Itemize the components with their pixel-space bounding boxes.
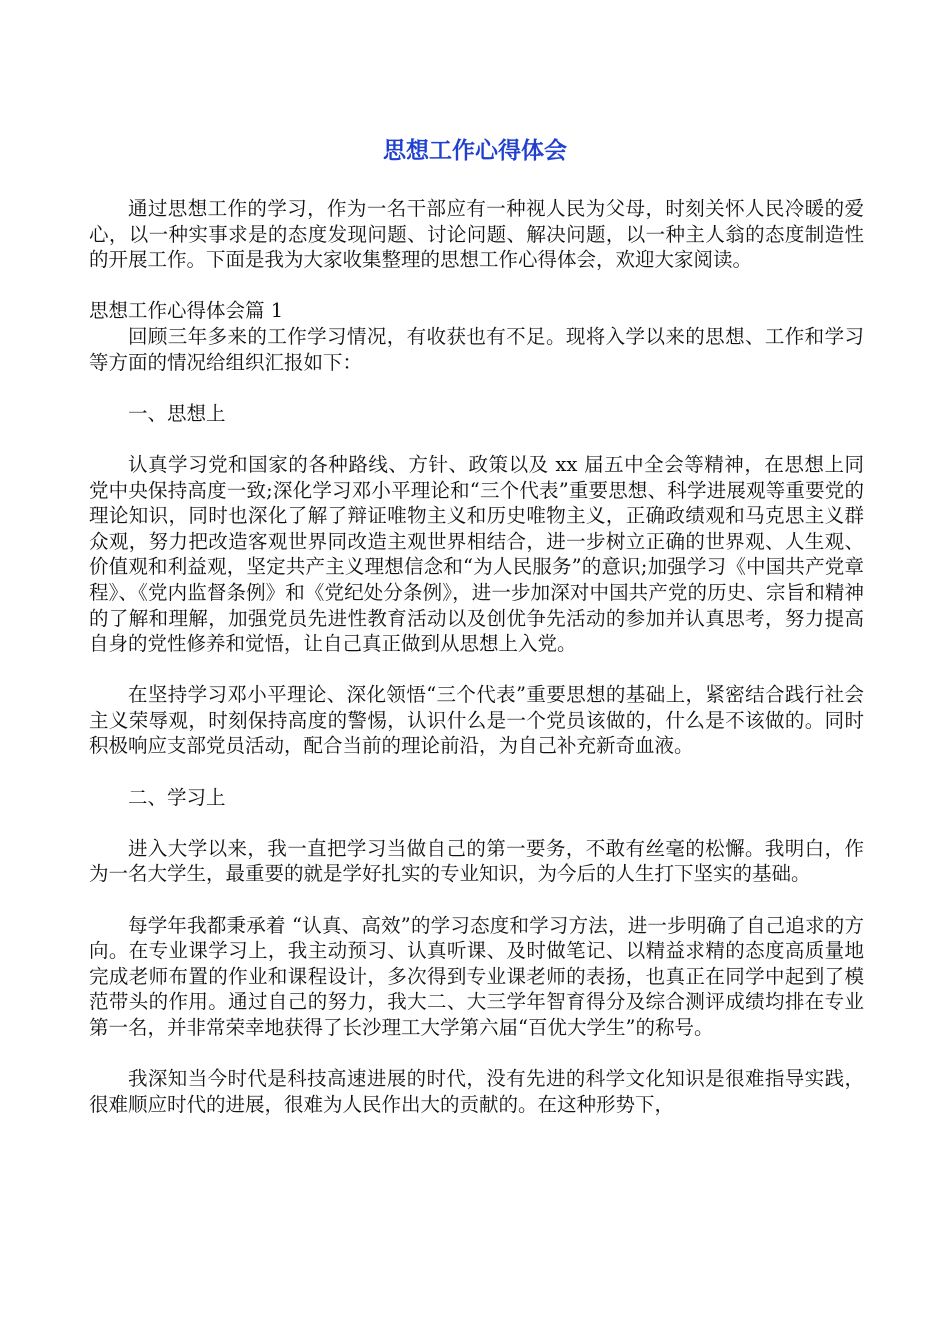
spacer (89, 657, 864, 683)
paragraph-thought-1: 认真学习党和国家的各种路线、方针、政策以及 xx 届五中全会等精神，在思想上同党中央保持高度一致;深化学习邓小平理论和“三个代表”重要思想、科学进展观等重要党的理论知识，同时也深化了解了辩证唯物主义和历史唯物主义，正确政绩观和马克思主义群众观，努力把改造客观世界同改造主观世界相结合，进一步树立正确的世界观、人生观、价值观和利益观，坚定共产主义理想信念和“为人民服务”的意识;加强学习《中国共产党章程》、《党内监督条例》和《党纪处分条例》，进一步加深对中国共产党的历史、宗旨和精神的了解和理解，加强党员先进性教育活动以及创优争先活动的参加并认真思考，努力提高自身的党性修养和觉悟，让自己真正做到从思想上入党。 (89, 452, 864, 656)
subheading-study: 二、学习上 (128, 785, 226, 809)
spacer (89, 810, 864, 836)
paragraph-thought-2: 在坚持学习邓小平理论、深化领悟“三个代表”重要思想的基础上，紧密结合践行社会主义荣辱观，时刻保持高度的警惕，认识什么是一个党员该做的，什么是不该做的。同时积极响应支部党员活动，配合当前的理论前沿，为自己补充新奇血液。 (89, 683, 864, 758)
paragraph-study-1: 进入大学以来，我一直把学习当做自己的第一要务，不敢有丝毫的松懈。我明白，作为一名大学生，最重要的就是学好扎实的专业知识，为今后的人生打下坚实的基础。 (89, 836, 864, 886)
subheading-thought: 一、思想上 (128, 401, 226, 425)
paragraph-review: 回顾三年多来的工作学习情况，有收获也有不足。现将入学以来的思想、工作和学习等方面的情况给组织汇报如下： (89, 324, 864, 374)
spacer (89, 273, 864, 299)
spacer (89, 375, 864, 401)
section-heading: 思想工作心得体会篇 1 (89, 299, 284, 323)
spacer (89, 1041, 864, 1067)
spacer (89, 759, 864, 785)
document-title: 思想工作心得体会 (383, 138, 567, 164)
document-body (89, 196, 864, 1117)
spacer (89, 887, 864, 913)
paragraph-study-2: 每学年我都秉承着 “认真、高效”的学习态度和学习方法，进一步明确了自己追求的方向。在专业课学习上，我主动预习、认真听课、及时做笔记、以精益求精的态度高质量地完成老师布置的作业和课程设计，多次得到专业课老师的表扬，也真正在同学中起到了模范带头的作用。通过自己的努力，我大二、大三学年智育得分及综合测评成绩均排在专业第一名，并非常荣幸地获得了长沙理工大学第六届“百优大学生”的称号。 (89, 913, 864, 1039)
paragraph-study-3: 我深知当今时代是科技高速进展的时代，没有先进的科学文化知识是很难指导实践，很难顺应时代的进展，很难为人民作出大的贡献的。在这种形势下， (89, 1067, 864, 1116)
spacer (89, 426, 864, 452)
intro-paragraph: 通过思想工作的学习，作为一名干部应有一种视人民为父母，时刻关怀人民冷暖的爱心，以一种实事求是的态度发现问题、讨论问题、解决问题，以一种主人翁的态度制造性的开展工作。下面是我为大家收集整理的思想工作心得体会，欢迎大家阅读。 (89, 197, 864, 272)
